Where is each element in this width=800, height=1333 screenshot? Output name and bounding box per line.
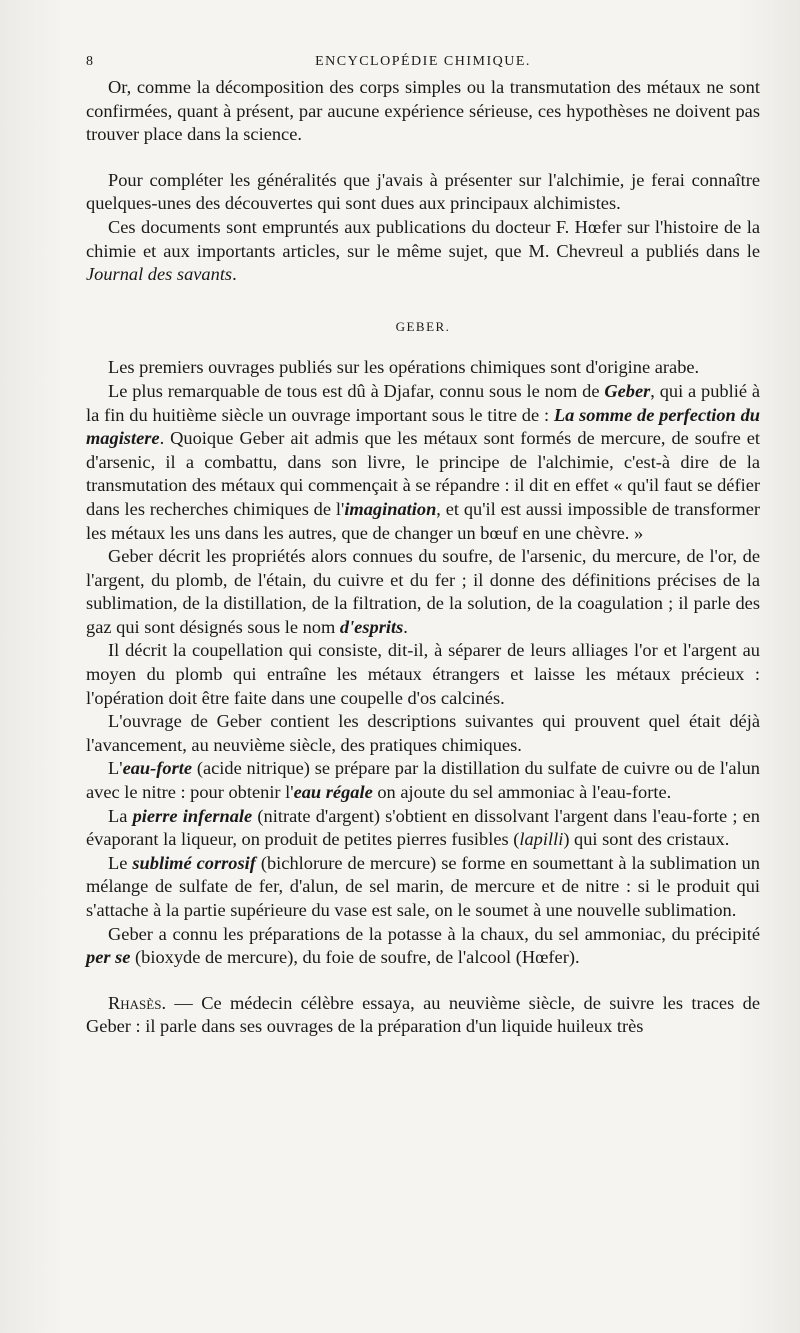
paragraph-5: Le plus remarquable de tous est dû à Djafar, connu sous le nom de Geber, qui a publié à la fin du huitième siècle un ouvrage important sous le titre de : La somme de perfection du magistere. Quoique Geber ait admis que les métaux sont formés de mercure, de soufre et d'arsenic, il a combattu, dans son livre, le principe de l'alchimie, c'est-à dire de la transmutation des métaux qui commençait à se répandre : il dit en effet « qu'il faut se défier dans les recherches chimiques de l'imagination, et qu'il est aussi impossible de transformer les métaux les uns dans les autres, que de changer un bœuf en une chèvre. » [86, 380, 760, 543]
paragraph-7: Il décrit la coupellation qui consiste, dit-il, à séparer de leurs alliages l'or et l'argent au moyen du plomb qui entraîne les métaux étrangers et laisse les métaux précieux : l'opération doit être faite dans une coupelle d'os calcinés. [86, 640, 760, 708]
paragraph-intro: Or, comme la décomposition des corps simples ou la transmutation des métaux ne sont confirmées, quant à présent, par aucune expérience sérieuse, ces hypothèses ne doivent pas trouver place dans la science. [86, 77, 760, 145]
page-header [86, 36, 760, 76]
paragraph-10: La pierre infernale (nitrate d'argent) s'obtient en dissolvant l'argent dans l'eau-forte ; en évaporant la liqueur, on produit de petites pierres fusibles (lapilli) qui sont des cristaux. [86, 805, 760, 850]
page-number: 8 [86, 54, 95, 69]
paragraph-6: Geber décrit les propriétés alors connues du soufre, de l'arsenic, du mercure, de l'or, de l'argent, du plomb, de l'étain, du cuivre et du fer ; il donne des définitions précises de la sublimation, de la distillation, de la filtration, de la solution, de la coagulation ; il parle des gaz qui sont désignés sous le nom d'esprits. [86, 546, 760, 637]
paragraph-2: Pour compléter les généralités que j'avais à présenter sur l'alchimie, je ferai connaître quelques-unes des découvertes qui sont dues aux principaux alchimistes. [86, 169, 760, 214]
paragraph-8: L'ouvrage de Geber contient les descriptions suivantes qui prouvent quel était déjà l'avancement, au neuvième siècle, des pratiques chimiques. [86, 711, 760, 755]
paragraph-11: Le sublimé corrosif (bichlorure de mercure) se forme en soumettant à la sublimation un mélange de sulfate de fer, d'alun, de sel marin, de mercure et de nitre : si le produit qui s'attache à la partie supérieure du vase est sale, on le soumet à une nouvelle sublimation. [86, 852, 761, 920]
paragraph-13: Rhasès. — Ce médecin célèbre essaya, au neuvième siècle, de suivre les traces de Geber : il parle dans ses ouvrages de la préparation d'un liquide huileux très [86, 992, 760, 1037]
body-text [86, 76, 760, 1039]
paragraph-4: Les premiers ouvrages publiés sur les opérations chimiques sont d'origine arabe. [108, 357, 700, 378]
paragraph-12: Geber a connu les préparations de la potasse à la chaux, du sel ammoniac, du précipité per se (bioxyde de mercure), du foie de soufre, de l'alcool (Hœfer). [86, 923, 760, 968]
journal-title: Journal des savants [86, 264, 233, 285]
section-heading-geber: GEBER. [395, 318, 451, 334]
paragraph-3: Ces documents sont empruntés aux publications du docteur F. Hœfer sur l'histoire de la chimie et aux importants articles, sur le même sujet, que M. Chevreul a publiés dans le Journal des savants. [86, 216, 760, 285]
running-title: ENCYCLOPÉDIE CHIMIQUE. [315, 54, 531, 69]
paragraph-9: L'eau-forte (acide nitrique) se prépare par la distillation du sulfate de cuivre ou de l'alun avec le nitre : pour obtenir l'eau régale on ajoute du sel ammoniac à l'eau-forte. [86, 758, 760, 803]
